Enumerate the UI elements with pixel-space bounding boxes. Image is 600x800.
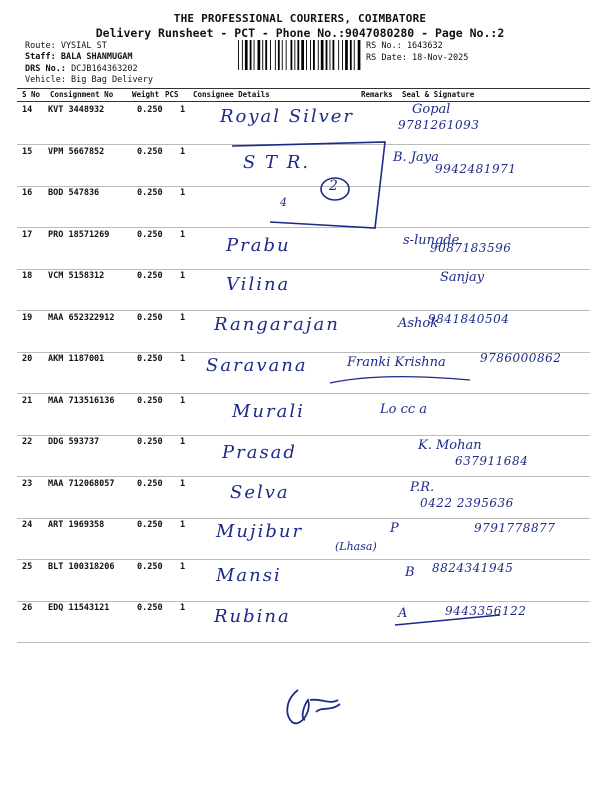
cell-weight: 0.250 bbox=[137, 520, 163, 530]
consignee-handwriting: Prasad bbox=[222, 442, 297, 463]
phone-handwriting: 9443356122 bbox=[445, 604, 527, 618]
cell-weight: 0.250 bbox=[137, 271, 163, 281]
cell-weight: 0.250 bbox=[137, 188, 163, 198]
cell-weight: 0.250 bbox=[137, 229, 163, 240]
cell-consignment: MAA 713516136 bbox=[48, 395, 115, 406]
consignee-handwriting: Rangarajan bbox=[214, 313, 340, 335]
cell-pcs: 1 bbox=[180, 105, 186, 115]
signature-handwriting: s-lungde bbox=[403, 232, 460, 248]
cell-consignment: VCM 5158312 bbox=[48, 271, 105, 281]
cell-weight: 0.250 bbox=[137, 437, 163, 447]
signature-handwriting: Gopal bbox=[412, 102, 451, 117]
drs-number: DCJB164363202 bbox=[71, 64, 138, 74]
runsheet-subtitle: Delivery Runsheet - PCT - Phone No.:9047080280 - Page No.:2 bbox=[95, 26, 505, 40]
cell-sno: 22 bbox=[22, 437, 33, 447]
cell-pcs: 1 bbox=[180, 520, 186, 530]
signature-handwriting: B. Jaya bbox=[393, 149, 439, 165]
phone-handwriting: 9942481971 bbox=[435, 161, 517, 176]
cell-pcs: 1 bbox=[180, 395, 186, 406]
consignee-handwriting: Saravana bbox=[206, 355, 308, 376]
cell-sno: 19 bbox=[22, 312, 33, 323]
signature-handwriting: Sanjay bbox=[440, 270, 485, 285]
cell-pcs: 1 bbox=[180, 561, 186, 572]
col-sno: S No bbox=[22, 90, 41, 99]
cell-sno: 24 bbox=[22, 520, 33, 530]
cell-sno: 14 bbox=[22, 105, 33, 115]
cell-sno: 18 bbox=[22, 271, 33, 281]
cell-consignment: PRO 18571269 bbox=[48, 229, 110, 240]
consignee-handwriting: Murali bbox=[232, 400, 305, 422]
rs-number: RS No.: 1643632 bbox=[366, 41, 443, 51]
signature-handwriting: A bbox=[398, 606, 408, 621]
phone-handwriting: 9781261093 bbox=[398, 118, 480, 132]
cell-weight: 0.250 bbox=[137, 561, 163, 572]
col-consignee: Consignee Details bbox=[193, 90, 270, 99]
phone-handwriting: 9087183596 bbox=[430, 240, 512, 255]
cell-consignment: MAA 712068057 bbox=[48, 478, 115, 489]
consignee-handwriting: Mujibur bbox=[216, 521, 304, 542]
company-title: THE PROFESSIONAL COURIERS, COIMBATORE bbox=[173, 12, 427, 25]
consignee-handwriting: S T R. bbox=[243, 151, 311, 173]
cell-consignment: AKM 1187001 bbox=[48, 354, 105, 364]
cell-consignment: EDQ 11543121 bbox=[48, 603, 110, 613]
row24-note: (Lhasa) bbox=[335, 540, 377, 553]
marginal-number: 4 bbox=[280, 196, 287, 209]
cell-sno: 21 bbox=[22, 395, 33, 406]
cell-pcs: 1 bbox=[180, 312, 186, 323]
bottom-signature bbox=[287, 690, 340, 723]
staff-label: Staff: bbox=[25, 52, 56, 62]
consignee-handwriting: Vilina bbox=[226, 274, 291, 295]
phone-handwriting: 0422 2395636 bbox=[420, 495, 514, 510]
col-pcs: PCS bbox=[165, 90, 179, 99]
cell-sno: 16 bbox=[22, 188, 33, 198]
cell-sno: 23 bbox=[22, 478, 33, 489]
vehicle-label: Vehicle: Big Bag Delivery bbox=[25, 75, 153, 85]
col-remarks: Remarks bbox=[361, 90, 393, 99]
cell-weight: 0.250 bbox=[137, 105, 163, 115]
signature-handwriting: Franki Krishna bbox=[347, 355, 446, 370]
consignee-handwriting: Mansi bbox=[216, 564, 282, 586]
consignee-handwriting: Prabu bbox=[226, 234, 291, 256]
cell-sno: 25 bbox=[22, 561, 33, 572]
circled-number: 2 bbox=[329, 178, 338, 194]
cell-consignment: BOD 547836 bbox=[48, 188, 100, 198]
cell-consignment: DDG 593737 bbox=[48, 437, 100, 447]
cell-consignment: VPM 5667852 bbox=[48, 146, 105, 157]
signature-handwriting: P.R. bbox=[410, 479, 435, 495]
cell-sno: 26 bbox=[22, 603, 33, 613]
signature-handwriting: K. Mohan bbox=[418, 438, 482, 453]
signature-handwriting: Ashok bbox=[398, 315, 439, 331]
cell-consignment: ART 1969358 bbox=[48, 520, 105, 530]
cell-consignment: KVT 3448932 bbox=[48, 105, 105, 115]
staff-name: BALA SHANMUGAM bbox=[60, 52, 133, 62]
col-consignment: Consignment No bbox=[50, 90, 114, 99]
cell-sno: 17 bbox=[22, 229, 33, 240]
col-weight: Weight bbox=[132, 90, 160, 99]
cell-weight: 0.250 bbox=[137, 146, 163, 157]
col-signature: Seal & Signature bbox=[402, 90, 475, 99]
consignee-handwriting: Rubina bbox=[214, 606, 291, 627]
phone-handwriting: 9786000862 bbox=[480, 351, 562, 365]
row21-scrawl: Lo cc a bbox=[380, 402, 428, 417]
cell-weight: 0.250 bbox=[137, 312, 163, 323]
phone-handwriting: 9841840504 bbox=[428, 311, 510, 326]
rs-date: RS Date: 18-Nov-2025 bbox=[366, 53, 469, 63]
cell-pcs: 1 bbox=[180, 603, 186, 613]
cell-weight: 0.250 bbox=[137, 354, 163, 364]
cell-sno: 15 bbox=[22, 146, 33, 157]
cell-pcs: 1 bbox=[180, 354, 186, 364]
cell-pcs: 1 bbox=[180, 188, 186, 198]
phone-handwriting: 9791778877 bbox=[474, 521, 556, 535]
consignee-handwriting: Royal Silver bbox=[220, 106, 355, 127]
connector-line bbox=[330, 377, 470, 383]
cell-sno: 20 bbox=[22, 354, 33, 364]
phone-handwriting: 637911684 bbox=[455, 454, 529, 468]
cell-pcs: 1 bbox=[180, 146, 186, 157]
cell-weight: 0.250 bbox=[137, 603, 163, 613]
cell-consignment: MAA 652322912 bbox=[48, 312, 115, 323]
phone-handwriting: 8824341945 bbox=[432, 560, 514, 575]
signature-handwriting: P bbox=[390, 521, 399, 536]
drs-label: DRS No.: bbox=[25, 64, 66, 74]
cell-consignment: BLT 100318206 bbox=[48, 561, 115, 572]
signature-handwriting: B bbox=[405, 564, 415, 580]
cell-pcs: 1 bbox=[180, 229, 186, 240]
cell-weight: 0.250 bbox=[137, 478, 163, 489]
cell-weight: 0.250 bbox=[137, 395, 163, 406]
cell-pcs: 1 bbox=[180, 478, 186, 489]
cell-pcs: 1 bbox=[180, 437, 186, 447]
route-label: Route: VYSIAL ST bbox=[25, 41, 107, 51]
cell-pcs: 1 bbox=[180, 271, 186, 281]
consignee-handwriting: Selva bbox=[230, 481, 290, 503]
